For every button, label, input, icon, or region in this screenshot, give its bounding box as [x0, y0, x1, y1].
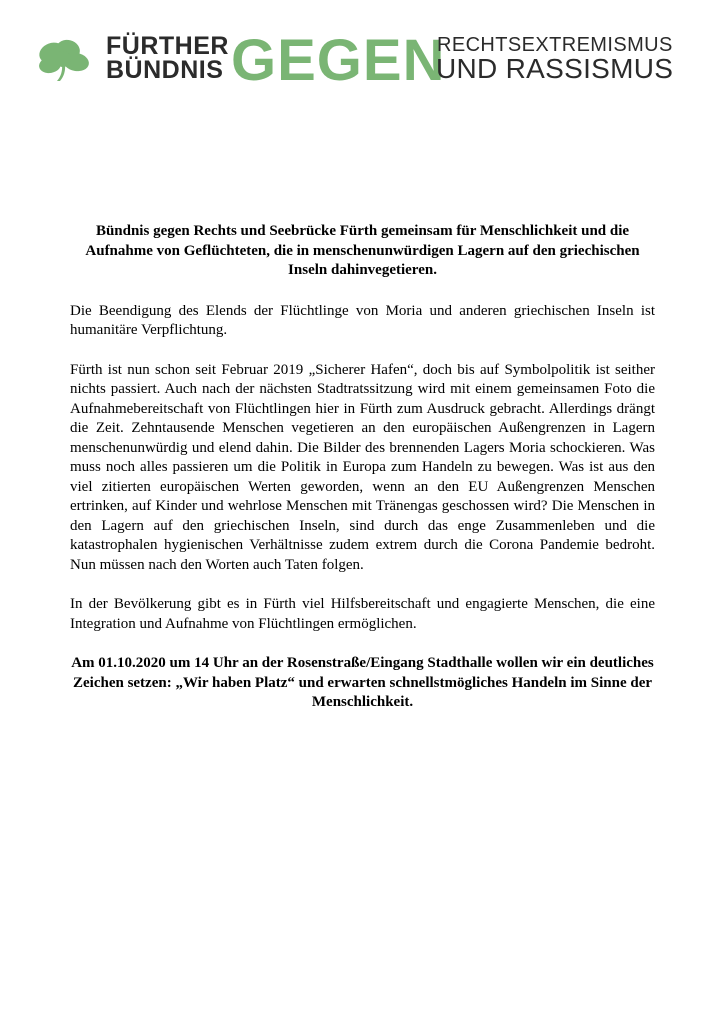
paragraph-2: Fürth ist nun schon seit Februar 2019 „Sicherer Hafen“, doch bis auf Symbolpolitik ist seither nichts passiert. Auch nach der nächsten Stadtratssitzung wird mit einem gemeinsamen Foto die Aufnahmebereitschaft von Flüchtlingen hier in Fürth zum Ausdruck gebracht. Allerdings drängt die Zeit. Zehntausende Menschen vegetieren an den europäischen Außengrenzen in Lagern menschenunwürdig und elend dahin. Die Bilder des brennenden Lagers Moria schockieren. Was muss noch alles passieren um die Politik in Europa zum Handeln zu bewegen. Was ist aus den viel zitierten europäischen Werten geworden, wenn an den EU Außengrenzen Menschen ertrinken, auf Kinder und wehrlose Menschen mit Tränengas geschossen wird? Die Menschen in den Lagern auf den griechischen Inseln, sind durch das enge Zusammenleben und die katastrophalen hygienischen Verhältnisse zudem extrem durch die Corona Pandemie bedroht. Nun müssen nach den Worten auch Taten folgen. [70, 361, 655, 573]
logo-word-buendnis: BÜNDNIS [106, 56, 224, 84]
logo-word-gegen: GEGEN [231, 28, 446, 93]
closing-announcement: Am 01.10.2020 um 14 Uhr an der Rosenstraße/Eingang Stadthalle wollen wir ein deutliches Zeichen setzen: „Wir haben Platz“ und erwarten schnellstmögliches Handeln im Sinne der Menschlichkeit. [71, 655, 654, 710]
clover-icon [32, 36, 96, 82]
logo-word-und-rassismus: UND RASSISMUS [436, 53, 674, 84]
headline: Bündnis gegen Rechts und Seebrücke Fürth gemeinsam für Menschlichkeit und die Aufnahme von Geflüchteten, die in menschenunwürdigen Lagern auf den griechischen Inseln dahinvegetieren. [85, 223, 640, 278]
logo-word-fuerther: FÜRTHER [106, 32, 229, 60]
paragraph-1: Die Beendigung des Elends der Flüchtlinge von Moria und anderen griechischen Inseln ist humanitäre Verpflichtung. [70, 302, 655, 338]
organization-logo [32, 28, 692, 93]
paragraph-3: In der Bevölkerung gibt es in Fürth viel Hilfsbereitschaft und engagierte Menschen, die eine Integration und Aufnahme von Flüchtlingen ermöglichen. [70, 596, 655, 632]
logo-word-rechtsextremismus: RECHTSEXTREMISMUS [437, 34, 673, 56]
document-body [70, 222, 655, 713]
